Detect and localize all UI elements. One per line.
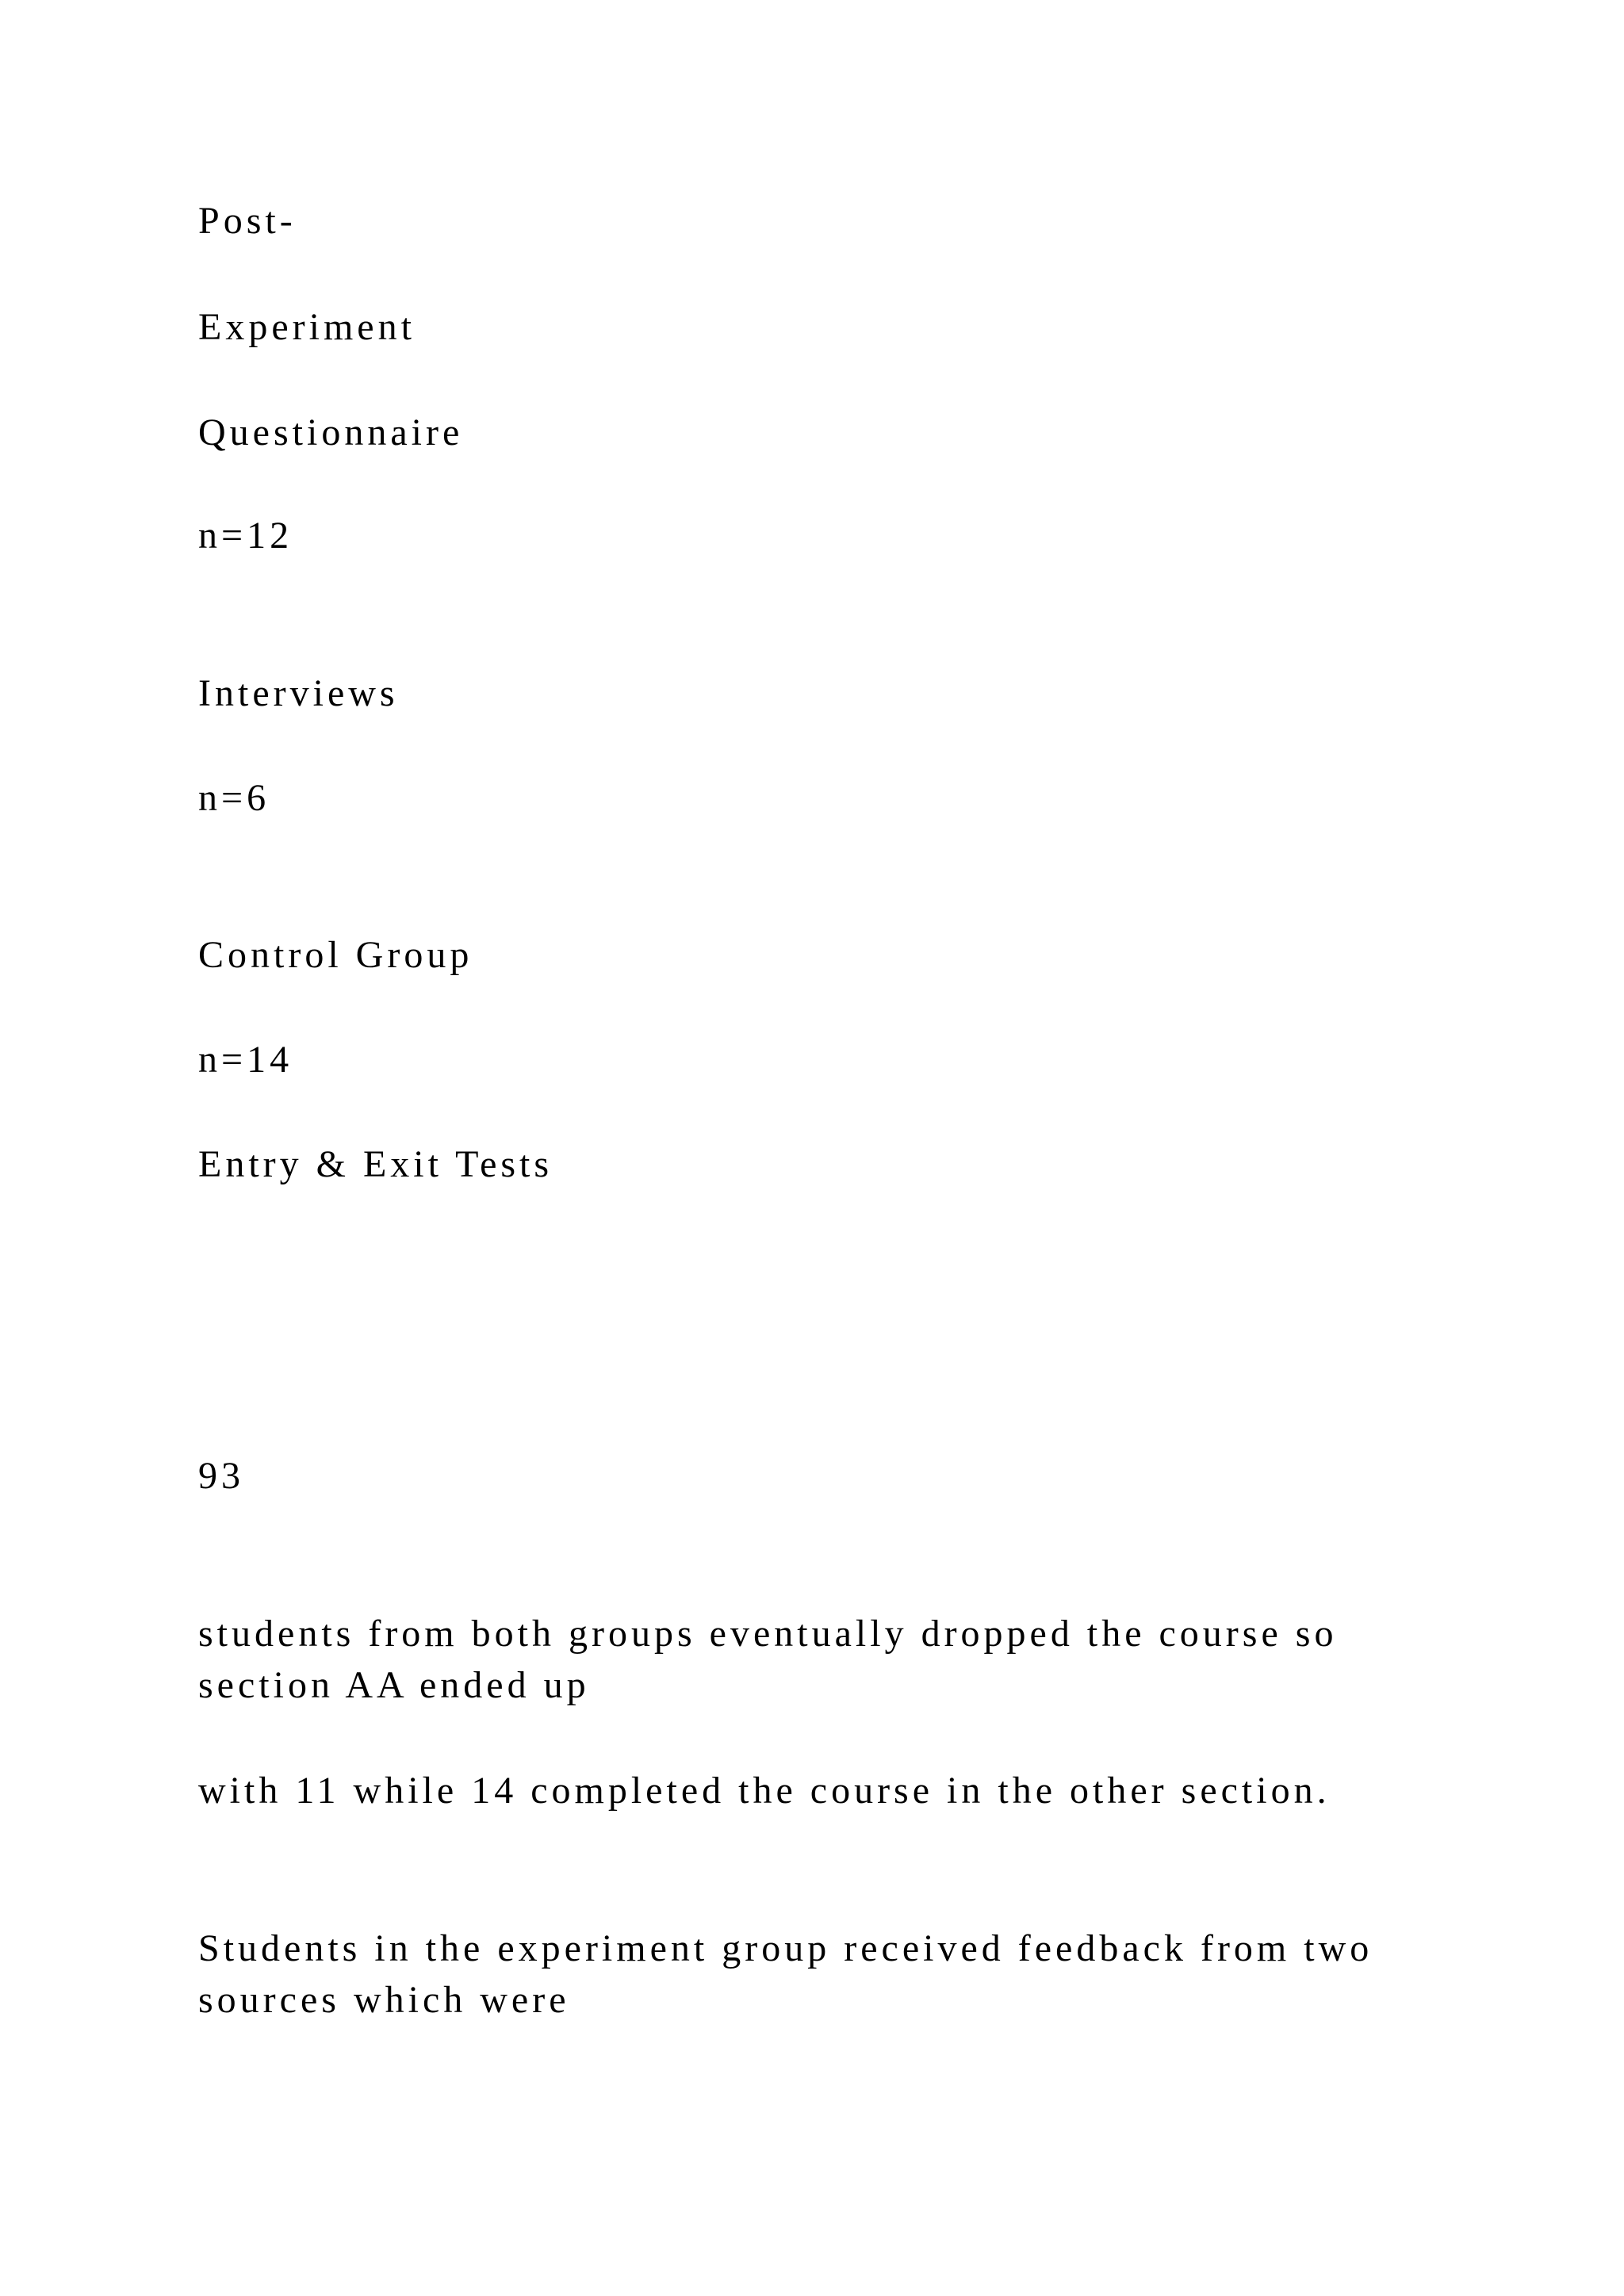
- control-group-count: n=14: [198, 1039, 293, 1081]
- control-group-label: Control Group: [198, 934, 473, 976]
- questionnaire-label-line-1: Post-: [198, 200, 297, 242]
- page-number: 93: [198, 1455, 244, 1497]
- paragraph-line: Students in the experiment group received feedback from two: [198, 1927, 1373, 1969]
- questionnaire-label-line-2: Experiment: [198, 306, 416, 348]
- questionnaire-label-line-3: Questionnaire: [198, 411, 464, 453]
- paragraph-line: section AA ended up: [198, 1664, 590, 1706]
- paragraph-line: students from both groups eventually dropped the course so: [198, 1613, 1338, 1655]
- entry-exit-tests-label: Entry & Exit Tests: [198, 1143, 553, 1185]
- paragraph-line: sources which were: [198, 1979, 570, 2021]
- interviews-count: n=6: [198, 777, 270, 819]
- questionnaire-count: n=12: [198, 515, 293, 557]
- interviews-label: Interviews: [198, 672, 399, 714]
- paragraph-line: with 11 while 14 completed the course in the other section.: [198, 1770, 1331, 1812]
